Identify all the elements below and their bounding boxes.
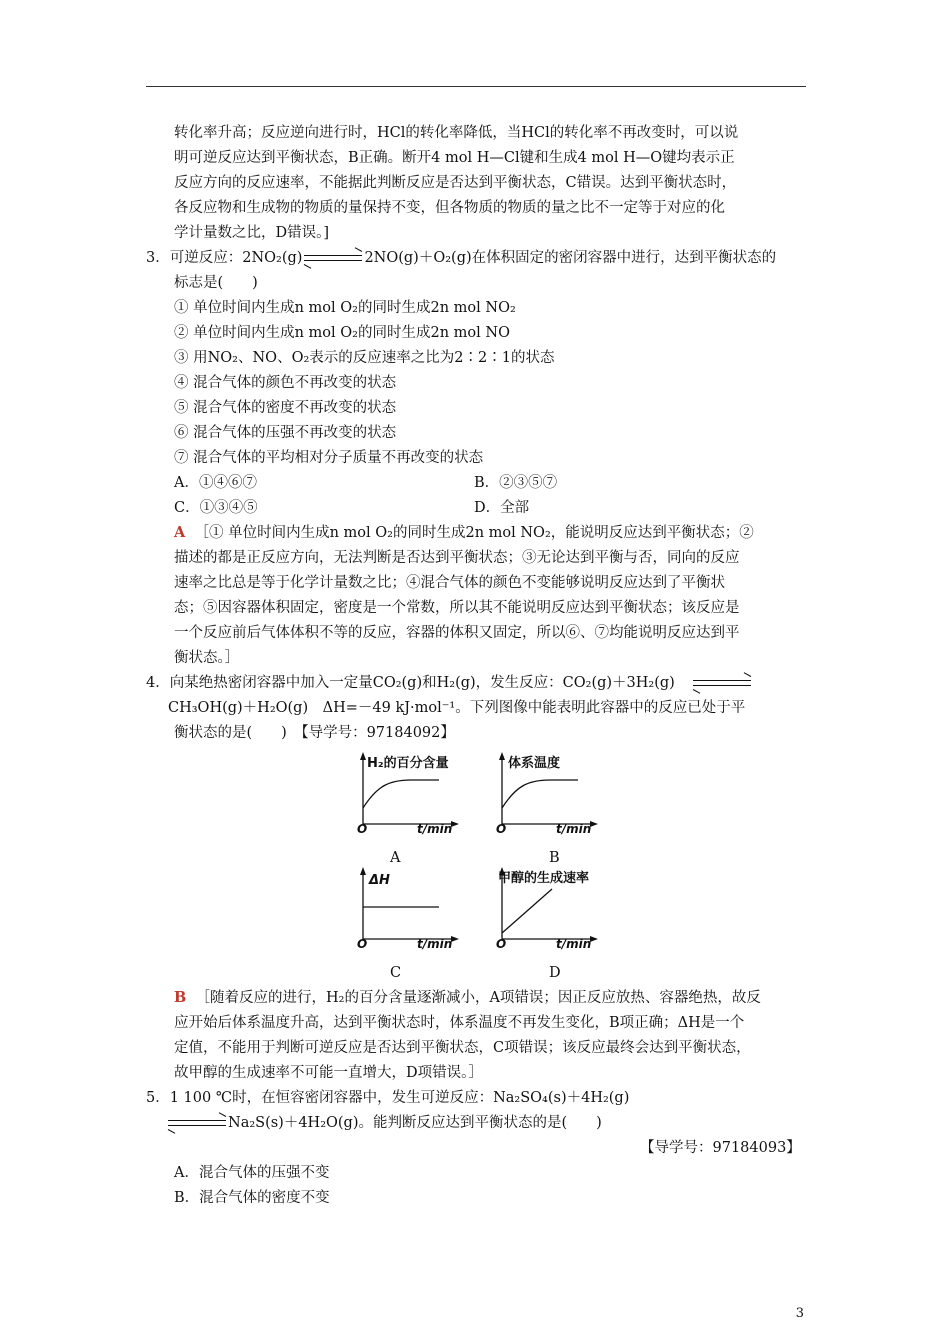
- q4-answer: B: [174, 989, 187, 1006]
- equilibrium-arrow-icon: [304, 252, 362, 264]
- graph-a-label: A: [390, 850, 401, 866]
- q3-stem-b: 2NO(g)＋O₂(g)在体积固定的密闭容器中进行，达到平衡状态的: [364, 250, 777, 266]
- graph-a-xaxis: t/min: [417, 822, 453, 836]
- text-line: 明可逆反应达到平衡状态，B正确。断开4 mol H—Cl键和生成4 mol H—O键均表示正: [174, 150, 735, 166]
- q4-stem-b: CH₃OH(g)＋H₂O(g) ΔH=－49 kJ·mol⁻¹。下列图像中能表明此容器中的反应已处于平: [168, 700, 746, 716]
- equilibrium-arrow-icon: [693, 677, 751, 689]
- graph-d-origin: O: [496, 937, 507, 951]
- q4-explanation-line: 故甲醇的生成速率不可能一直增大，D项错误。］: [174, 1065, 483, 1081]
- q3-option-c: C．①③④⑤: [174, 500, 258, 516]
- q3-explanation-text: ［① 单位时间内生成n mol O₂的同时生成2n mol NO₂，能说明反应达到平衡状态；②: [194, 525, 754, 541]
- graph-d-xaxis: t/min: [556, 937, 592, 951]
- q3-option-d: D．全部: [474, 500, 530, 516]
- text-line: 学计量数之比，D错误。]: [174, 225, 330, 241]
- graph-a: [355, 752, 455, 836]
- q3-stem: [146, 248, 776, 268]
- q3-item: ⑥ 混合气体的压强不再改变的状态: [174, 425, 397, 441]
- q3-item: ⑦ 混合气体的平均相对分子质量不再改变的状态: [174, 450, 484, 466]
- graph-c-label: C: [390, 965, 402, 981]
- q3-explanation-line: 速率之比总是等于化学计量数之比；④混合气体的颜色不变能够说明反应达到了平衡状: [174, 575, 725, 591]
- graph-c-title: ΔH: [369, 873, 390, 888]
- graph-b-xaxis: t/min: [556, 822, 592, 836]
- graph-b-origin: O: [496, 822, 507, 836]
- q3-item: ① 单位时间内生成n mol O₂的同时生成2n mol NO₂: [174, 300, 516, 316]
- graph-b-label: B: [549, 850, 560, 866]
- graph-d: [494, 867, 594, 951]
- graph-a-curve: [363, 780, 439, 808]
- graph-b: [494, 752, 594, 836]
- q4-explanation-line: [174, 988, 761, 1008]
- q3-option-a: A．①④⑥⑦: [174, 475, 257, 491]
- q4-stem-a: 4．向某绝热密闭容器中加入一定量CO₂(g)和H₂(g)，发生反应：CO₂(g)＋3H₂(g): [146, 675, 675, 691]
- q5-stem-a: 5．1 100 ℃时，在恒容密闭容器中，发生可逆反应：Na₂SO₄(s)＋4H₂(g): [146, 1090, 630, 1106]
- page-number: 3: [795, 1306, 804, 1321]
- header-rule: [146, 86, 806, 87]
- q4-stem: [146, 673, 753, 693]
- q4-explanation-line: 应开始后体系温度升高，达到平衡状态时，体系温度不再发生变化，B项正确；ΔH是一个: [174, 1015, 745, 1031]
- graph-c-xaxis: t/min: [417, 937, 453, 951]
- q4-explanation-line: 定值，不能用于判断可逆反应是否达到平衡状态，C项错误；该反应最终会达到平衡状态，: [174, 1040, 751, 1056]
- q5-reference: 【导学号：97184093】: [640, 1140, 801, 1156]
- graph-a-title: H₂的百分含量: [367, 756, 449, 771]
- q5-stem: [168, 1113, 602, 1133]
- q3-stem-a: 3．可逆反应：2NO₂(g): [146, 250, 303, 266]
- q5-stem-b: Na₂S(s)＋4H₂O(g)。能判断反应达到平衡状态的是( ): [228, 1115, 602, 1131]
- graph-c: [355, 867, 455, 951]
- q4-explanation-text: ［随着反应的进行，H₂的百分含量逐渐减小，A项错误；因正反应放热、容器绝热，故反: [195, 990, 761, 1006]
- q4-stem-c: 衡状态的是( ) 【导学号：97184092】: [174, 725, 455, 741]
- q3-item: ⑤ 混合气体的密度不再改变的状态: [174, 400, 397, 416]
- text-line: 反应方向的反应速率，不能据此判断反应是否达到平衡状态，C错误。达到平衡状态时，: [174, 175, 737, 191]
- q3-option-b: B．②③⑤⑦: [474, 475, 558, 491]
- text-line: 各反应物和生成物的物质的量保持不变，但各物质的物质的量之比不一定等于对应的化: [174, 200, 725, 216]
- graph-d-title: 甲醇的生成速率: [498, 871, 590, 886]
- q3-answer: A: [174, 524, 186, 541]
- equilibrium-arrow-icon: [168, 1117, 226, 1129]
- graph-b-title: 体系温度: [508, 756, 561, 771]
- q3-item: ③ 用NO₂、NO、O₂表示的反应速率之比为2∶2∶1的状态: [174, 350, 555, 366]
- q3-explanation-line: 描述的都是正反应方向，无法判断是否达到平衡状态；③无论达到平衡与否，同向的反应: [174, 550, 740, 566]
- graph-d-label: D: [549, 965, 561, 981]
- graph-d-line: [502, 889, 552, 933]
- q3-item: ② 单位时间内生成n mol O₂的同时生成2n mol NO: [174, 325, 510, 341]
- q3-stem-c: 标志是( ): [174, 275, 258, 291]
- q3-item: ④ 混合气体的颜色不再改变的状态: [174, 375, 397, 391]
- graph-b-curve: [502, 780, 578, 808]
- graph-c-origin: O: [357, 937, 368, 951]
- q3-explanation-line: [174, 523, 754, 543]
- q5-option-a: A．混合气体的压强不变: [174, 1165, 330, 1181]
- q3-explanation-line: 态；⑤因容器体积固定，密度是一个常数，所以其不能说明反应达到平衡状态；该反应是: [174, 600, 740, 616]
- graph-a-origin: O: [357, 822, 368, 836]
- q3-explanation-line: 衡状态。］: [174, 650, 240, 666]
- q5-option-b: B．混合气体的密度不变: [174, 1190, 330, 1206]
- text-line: 转化率升高；反应逆向进行时，HCl的转化率降低，当HCl的转化率不再改变时，可以说: [174, 125, 739, 141]
- q3-explanation-line: 一个反应前后气体体积不等的反应，容器的体积又固定，所以⑥、⑦均能说明反应达到平: [174, 625, 740, 641]
